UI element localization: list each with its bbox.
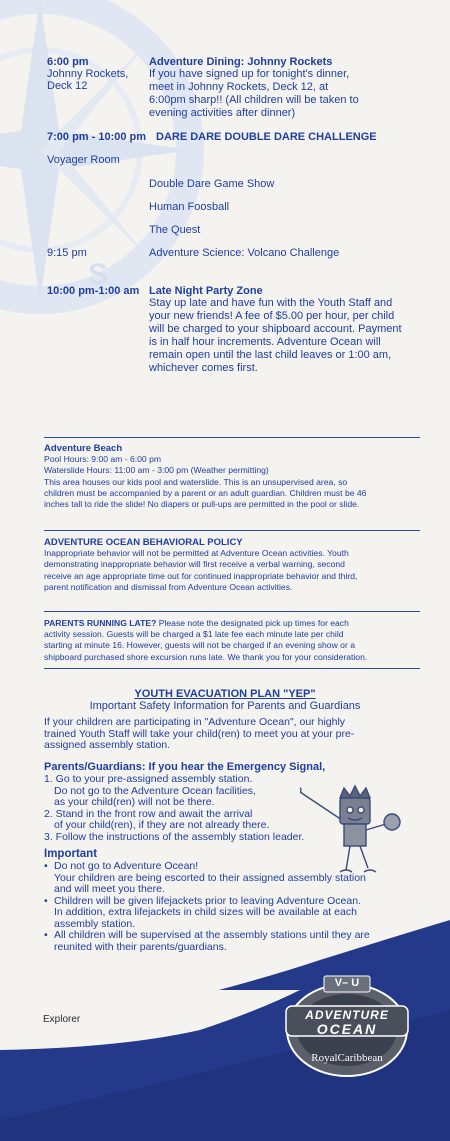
venue: Voyager Room <box>47 154 120 166</box>
signal-heading: Parents/Guardians: If you hear the Emergency Signal, <box>44 761 326 773</box>
important-bullet <box>44 861 414 896</box>
row4-desc <box>149 297 402 375</box>
evac-steps <box>44 774 344 843</box>
bullet-line: • Do not go to Adventure Ocean! <box>54 860 199 872</box>
row1-desc-line: If you have signed up for tonight's dinner, <box>149 68 350 80</box>
logo-ring-text: RoyalCaribbean <box>311 1052 383 1064</box>
row4-desc-line: your new friends! A fee of $5.00 per hour, per child <box>149 310 395 322</box>
divider <box>44 530 420 531</box>
bullet-line: reunited with their parents/guardians. <box>54 940 227 953</box>
row4-desc-line: remain open until the last child leaves or 1:00 am, <box>149 349 392 361</box>
beach-line: Pool Hours: 9:00 am - 6:00 pm <box>44 454 162 465</box>
evac-step: 2. Stand in the front row and await the arrival <box>44 807 253 820</box>
adventure-ocean-logo <box>280 972 414 1082</box>
policy-line: receive an age appropriate time out for continued inappropriate behavior and third, <box>44 570 358 581</box>
evac-subtitle: Important Safety Information for Parents and Guardians <box>89 700 361 712</box>
row1-desc-line: 6:00pm sharp!! (All children will be taken to <box>149 94 359 106</box>
row1-title: Adventure Dining: Johnny Rockets <box>149 56 333 68</box>
row1-location-2: Deck 12 <box>47 80 88 92</box>
bullet-line: • Children will be given lifejackets prior to leaving Adventure Ocean. <box>54 894 361 907</box>
logo-line1: ADVENTURE <box>305 1008 389 1022</box>
late-line: starting at minute 16. However, guests will not be charged if an evening show or a <box>44 640 355 651</box>
policy-section <box>44 537 424 593</box>
evac-step: of your child(ren), if they are not already there. <box>54 819 270 831</box>
row2-time: 7:00 pm - 10:00 pm <box>47 131 147 143</box>
row1-desc <box>149 68 359 120</box>
divider <box>44 611 420 612</box>
activity-item: The Quest <box>149 224 201 236</box>
late-first-line <box>44 618 424 629</box>
logo-top-text: V– U <box>334 977 360 989</box>
late-section <box>44 618 424 663</box>
evac-intro <box>44 717 424 752</box>
beach-line: children must be accompanied by a parent or an adult guardian. Children must be 46 <box>44 487 367 498</box>
row4-desc-line: Stay up late and have fun with the Youth Staff and <box>149 297 393 309</box>
activity-item: Double Dare Game Show <box>149 178 275 190</box>
row4-time: 10:00 pm-1:00 am <box>47 285 140 297</box>
row4-desc-line: will be charged to your shipboard account. Payment <box>149 323 402 335</box>
divider <box>44 437 420 438</box>
row4-title: Late Night Party Zone <box>149 285 263 297</box>
row4-desc-line: is in half hour increments. Adventure Ocean will <box>149 336 381 348</box>
evac-intro-line: If your children are participating in "Adventure Ocean", our highly <box>44 716 346 728</box>
row3-title: Adventure Science: Volcano Challenge <box>149 247 340 259</box>
row1-location-1: Johnny Rockets, <box>47 68 129 80</box>
evac-step: Do not go to the Adventure Ocean facilities, <box>54 784 256 797</box>
bullet-line: assembly station. <box>54 917 136 930</box>
bullet-line: • All children will be supervised at the assembly stations until they are <box>54 929 370 941</box>
important-heading: Important <box>44 848 98 860</box>
activity-item: Human Foosball <box>149 201 230 213</box>
evac-step: 1. Go to your pre-assigned assembly station. <box>44 773 253 785</box>
svg-text:S: S <box>88 258 109 291</box>
evac-step: 3. Follow the instructions of the assembly station leader. <box>44 830 305 843</box>
beach-section <box>44 443 424 510</box>
late-title: PARENTS RUNNING LATE? <box>44 618 157 628</box>
bullet-line: In addition, extra lifejackets in child sizes will be available at each <box>54 906 357 918</box>
row3-time: 9:15 pm <box>47 247 87 259</box>
policy-line: demonstrating inappropriate behavior will first receive a verbal warning, second <box>44 559 345 570</box>
late-first-rest: Please note the designated pick up times for each <box>156 618 349 628</box>
beach-line: This area houses our kids pool and waterslide. This is an unsupervised area, so <box>44 476 348 487</box>
beach-line: inches tall to ride the slide! No diapers or pull-ups are permitted in the pool or slide. <box>44 499 360 510</box>
logo-line2: OCEAN <box>316 1021 378 1037</box>
row2-title: DARE DARE DOUBLE DARE CHALLENGE <box>156 131 377 143</box>
row1-desc-line: evening activities after dinner) <box>149 107 296 119</box>
beach-line: Waterslide Hours: 11:00 am - 3:00 pm (Weather permitting) <box>44 465 269 476</box>
row4-desc-line: whichever comes first. <box>149 362 258 374</box>
bullet-line: and will meet you there. <box>54 883 165 895</box>
late-line: shipboard purchased shore excursion runs late. We thank you for your consideration. <box>44 651 368 662</box>
bullet-line: Your children are being escorted to their assigned assembly station <box>54 871 366 884</box>
evac-intro-line: trained Youth Staff will take your child(ren) to meet you at your pre- <box>44 727 355 740</box>
footer-label: Explorer <box>43 1014 81 1025</box>
policy-line: Inappropriate behavior will not be permitted at Adventure Ocean activities. Youth <box>44 548 349 559</box>
policy-line: parent notification and dismissal from Adventure Ocean activities. <box>44 581 293 592</box>
evac-title: YOUTH EVACUATION PLAN "YEP" <box>134 688 316 700</box>
late-line: activity session. Guests will be charged a $1 late fee each minute late per child <box>44 629 344 640</box>
beach-title: Adventure Beach <box>44 443 123 454</box>
divider <box>44 668 420 669</box>
policy-title: ADVENTURE OCEAN BEHAVIORAL POLICY <box>44 537 243 548</box>
evac-step: as your child(ren) will not be there. <box>54 796 215 808</box>
evac-intro-line: assigned assembly station. <box>44 739 171 751</box>
row1-time: 6:00 pm <box>47 56 89 68</box>
row1-desc-line: meet in Johnny Rockets, Deck 12, at <box>149 81 329 93</box>
